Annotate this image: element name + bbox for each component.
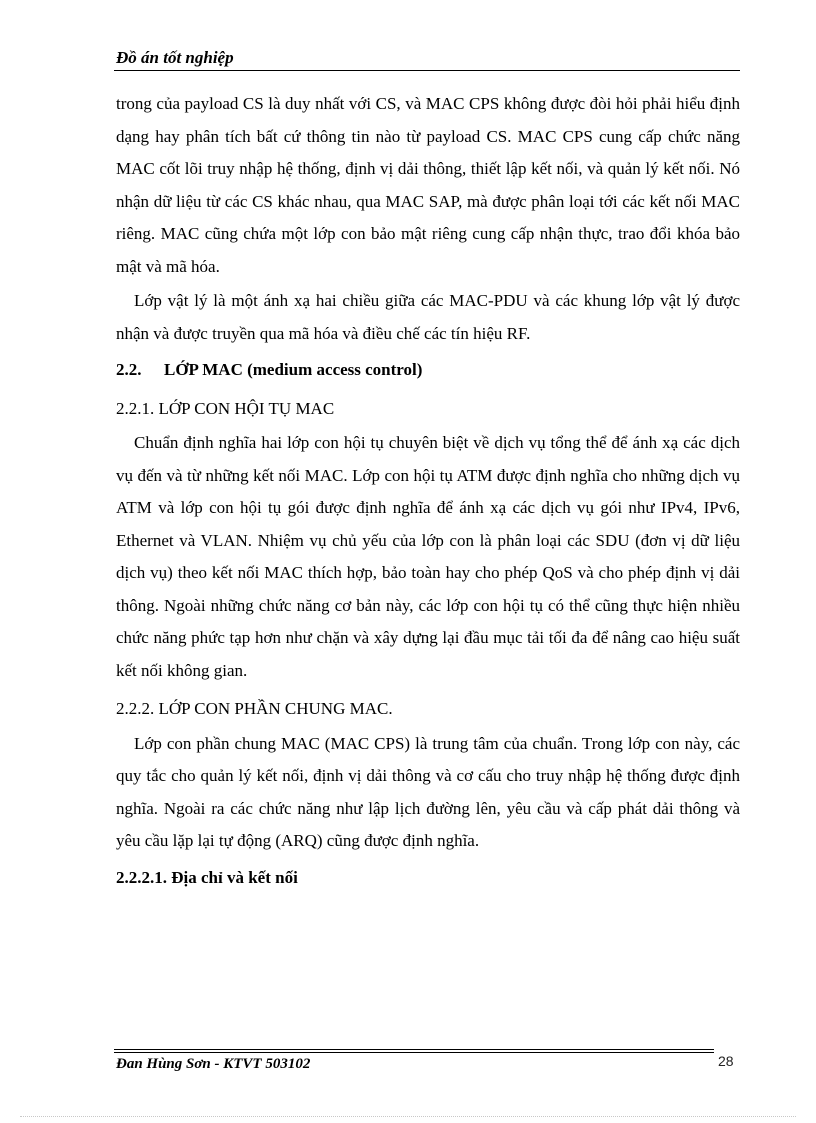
footer-author: Đan Hùng Sơn - KTVT 503102 [116, 1056, 311, 1072]
document-body [116, 88, 740, 894]
paragraph-3: Chuẩn định nghĩa hai lớp con hội tụ chuyên biệt về dịch vụ tổng thể để ánh xạ các dịch vụ đến và từ những kết nối MAC. Lớp con hội tụ ATM được định nghĩa cho những dịch vụ ATM và lớp con hội tụ gói được định nghĩa để ánh xạ các dịch vụ gói như IPv4, IPv6, Ethernet và VLAN. Nhiệm vụ chủ yếu của lớp con là phân loại các SDU (đơn vị dữ liệu dịch vụ) theo kết nối MAC thích hợp, bảo toàn hay cho phép QoS và cho phép định vị dải thông. Ngoài những chức năng cơ bản này, các lớp con hội tụ có thể cũng thực hiện nhiều chức năng phức tạp hơn như chặn và xây dựng lại đầu mục tải tối đa để nâng cao hiệu suất kết nối không gian. [116, 433, 740, 680]
footer-rule-top [114, 1049, 714, 1050]
heading-2-2-1: 2.2.1. LỚP CON HỘI TỤ MAC [116, 398, 335, 418]
heading-2-2-number: 2.2. [116, 360, 142, 379]
paragraph-1: trong của payload CS là duy nhất với CS, và MAC CPS không được đòi hỏi phải hiểu định dạng hay phân tích bất cứ thông tin nào từ payload CS. MAC CPS cung cấp chức năng MAC cốt lõi truy nhập hệ thống, định vị dải thông, thiết lập kết nối, và quản lý kết nối. Nó nhận dữ liệu từ các CS khác nhau, qua MAC SAP, mà được phân loại tới các kết nối MAC riêng. MAC cũng chứa một lớp con bảo mật riêng cung cấp nhận thực, trao đổi khóa bảo mật và mã hóa. [116, 94, 740, 276]
heading-2-2-2: 2.2.2. LỚP CON PHẦN CHUNG MAC. [116, 699, 393, 718]
heading-2-2-2-1: 2.2.2.1. Địa chỉ và kết nối [116, 867, 298, 887]
heading-2-2 [116, 354, 740, 387]
page-number: 28 [718, 1053, 734, 1069]
paragraph-2: Lớp vật lý là một ánh xạ hai chiều giữa các MAC-PDU và các khung lớp vật lý được nhận và được truyền qua mã hóa và điều chế các tín hiệu RF. [116, 291, 740, 343]
page-bottom-border [20, 1116, 796, 1117]
header-rule [114, 70, 740, 71]
paragraph-4: Lớp con phần chung MAC (MAC CPS) là trung tâm của chuẩn. Trong lớp con này, các quy tắc cho quản lý kết nối, định vị dải thông và cơ cấu cho truy nhập hệ thống được định nghĩa. Ngoài ra các chức năng như lập lịch đường lên, yêu cầu và cấp phát dải thông và yêu cầu lặp lại tự động (ARQ) cũng được định nghĩa. [116, 733, 740, 850]
heading-2-2-text: LỚP MAC (medium access control) [164, 360, 423, 379]
footer-rule-bottom [114, 1052, 714, 1053]
header-title: Đồ án tốt nghiệp [116, 48, 234, 67]
